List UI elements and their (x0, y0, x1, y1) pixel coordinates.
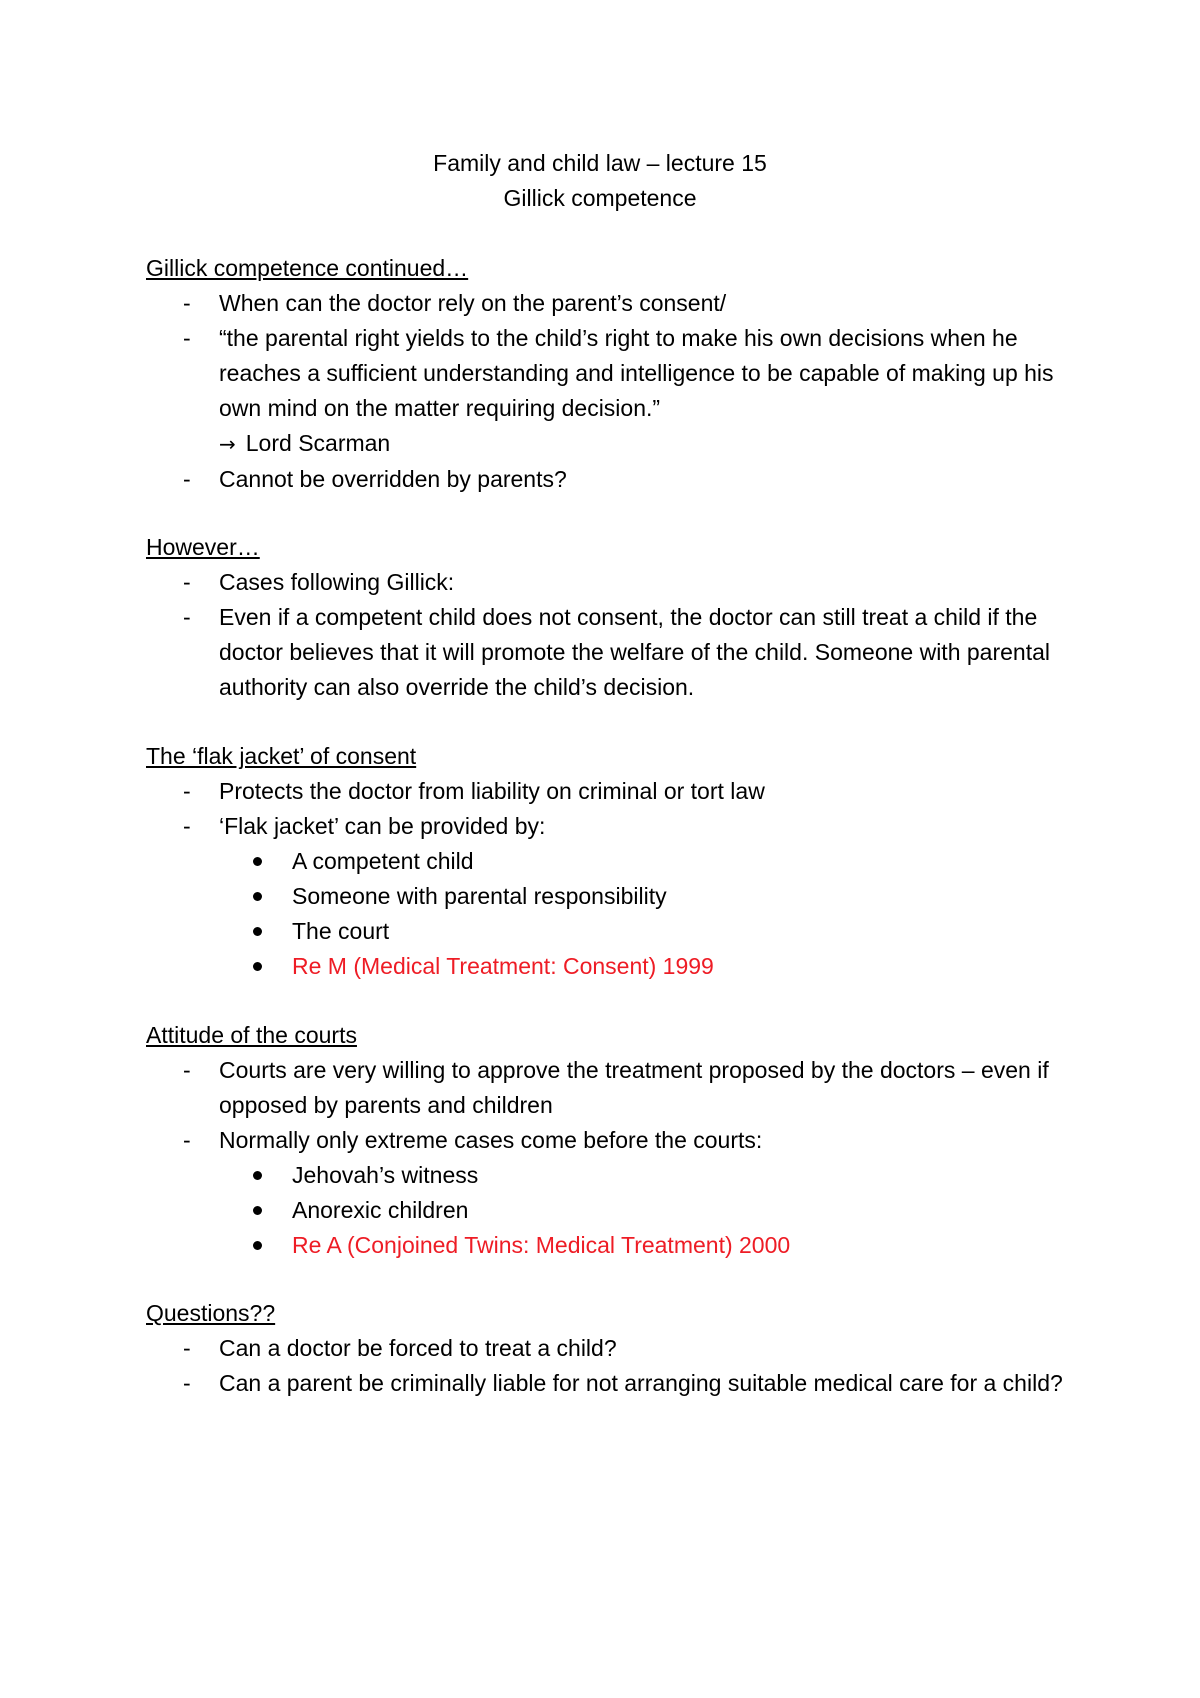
dash-marker: - (183, 1057, 191, 1083)
dash-marker: - (183, 1335, 191, 1361)
dash-marker: - (183, 813, 191, 839)
bullet-item: Jehovah’s witness (146, 1158, 1066, 1193)
list-item: - Can a doctor be forced to treat a child? (146, 1331, 1066, 1366)
dash-marker: - (183, 569, 191, 595)
list-item: - Cannot be overridden by parents? (146, 462, 1066, 497)
bullet-icon (253, 857, 262, 866)
dash-marker: - (183, 778, 191, 804)
dash-marker: - (183, 604, 191, 630)
list-item: - Even if a competent child does not consent, the doctor can still treat a child if the doctor believes that it will promote the welfare of the child. Someone with parental authority can also override the child’s decision. (146, 600, 1066, 705)
bullet-item (146, 1228, 1066, 1263)
case-citation: Re M (Medical Treatment: Consent) 1999 (292, 953, 714, 979)
section-heading: Gillick competence continued… (146, 255, 469, 281)
dash-marker: - (183, 1127, 191, 1153)
list-item: - Normally only extreme cases come before the courts: (146, 1123, 1066, 1158)
document-title: Family and child law – lecture 15 (433, 150, 767, 176)
dash-marker: - (183, 466, 191, 492)
bullet-icon (253, 892, 262, 901)
section-heading: Questions?? (146, 1300, 276, 1326)
dash-marker: - (183, 1370, 191, 1396)
case-citation: Re A (Conjoined Twins: Medical Treatment) 2000 (292, 1232, 791, 1258)
bullet-icon (253, 962, 262, 971)
bullet-item (146, 949, 1066, 984)
scarman-quote: “the parental right yields to the child’s right to make his own decisions when he reaches a sufficient understanding and intelligence to be capable of making up his own mind on the matter requiring decision.” (219, 325, 1054, 421)
bullet-item: A competent child (146, 844, 1066, 879)
section-however (146, 530, 1066, 705)
bullet-icon (253, 1241, 262, 1250)
list-item: - Can a parent be criminally liable for not arranging suitable medical care for a child? (146, 1366, 1066, 1401)
section-flak-jacket (146, 739, 1066, 984)
bullet-item: The court (146, 914, 1066, 949)
bullet-icon (253, 927, 262, 936)
list-item: - When can the doctor rely on the parent’s consent/ (146, 286, 1066, 321)
section-gillick-continued (146, 251, 1066, 497)
list-item: - Courts are very willing to approve the treatment proposed by the doctors – even if opposed by parents and children (146, 1053, 1066, 1123)
section-attitude-of-courts (146, 1018, 1066, 1263)
list-item: - Protects the doctor from liability on criminal or tort law (146, 774, 1066, 809)
dash-marker: - (183, 290, 191, 316)
arrow-right-icon: → (219, 432, 236, 456)
bullet-item: Someone with parental responsibility (146, 879, 1066, 914)
document-header (0, 146, 1200, 216)
section-heading: However… (146, 534, 260, 560)
bullet-item: Anorexic children (146, 1193, 1066, 1228)
list-item: - ‘Flak jacket’ can be provided by: (146, 809, 1066, 844)
section-heading: The ‘flak jacket’ of consent (146, 743, 417, 769)
list-item (146, 321, 1066, 462)
quote-attribution: → Lord Scarman (219, 430, 391, 456)
list-item: - Cases following Gillick: (146, 565, 1066, 600)
bullet-icon (253, 1171, 262, 1180)
dash-marker: - (183, 325, 191, 351)
bullet-icon (253, 1206, 262, 1215)
section-heading: Attitude of the courts (146, 1022, 357, 1048)
document-subtitle: Gillick competence (503, 185, 697, 211)
section-questions (146, 1296, 1066, 1401)
